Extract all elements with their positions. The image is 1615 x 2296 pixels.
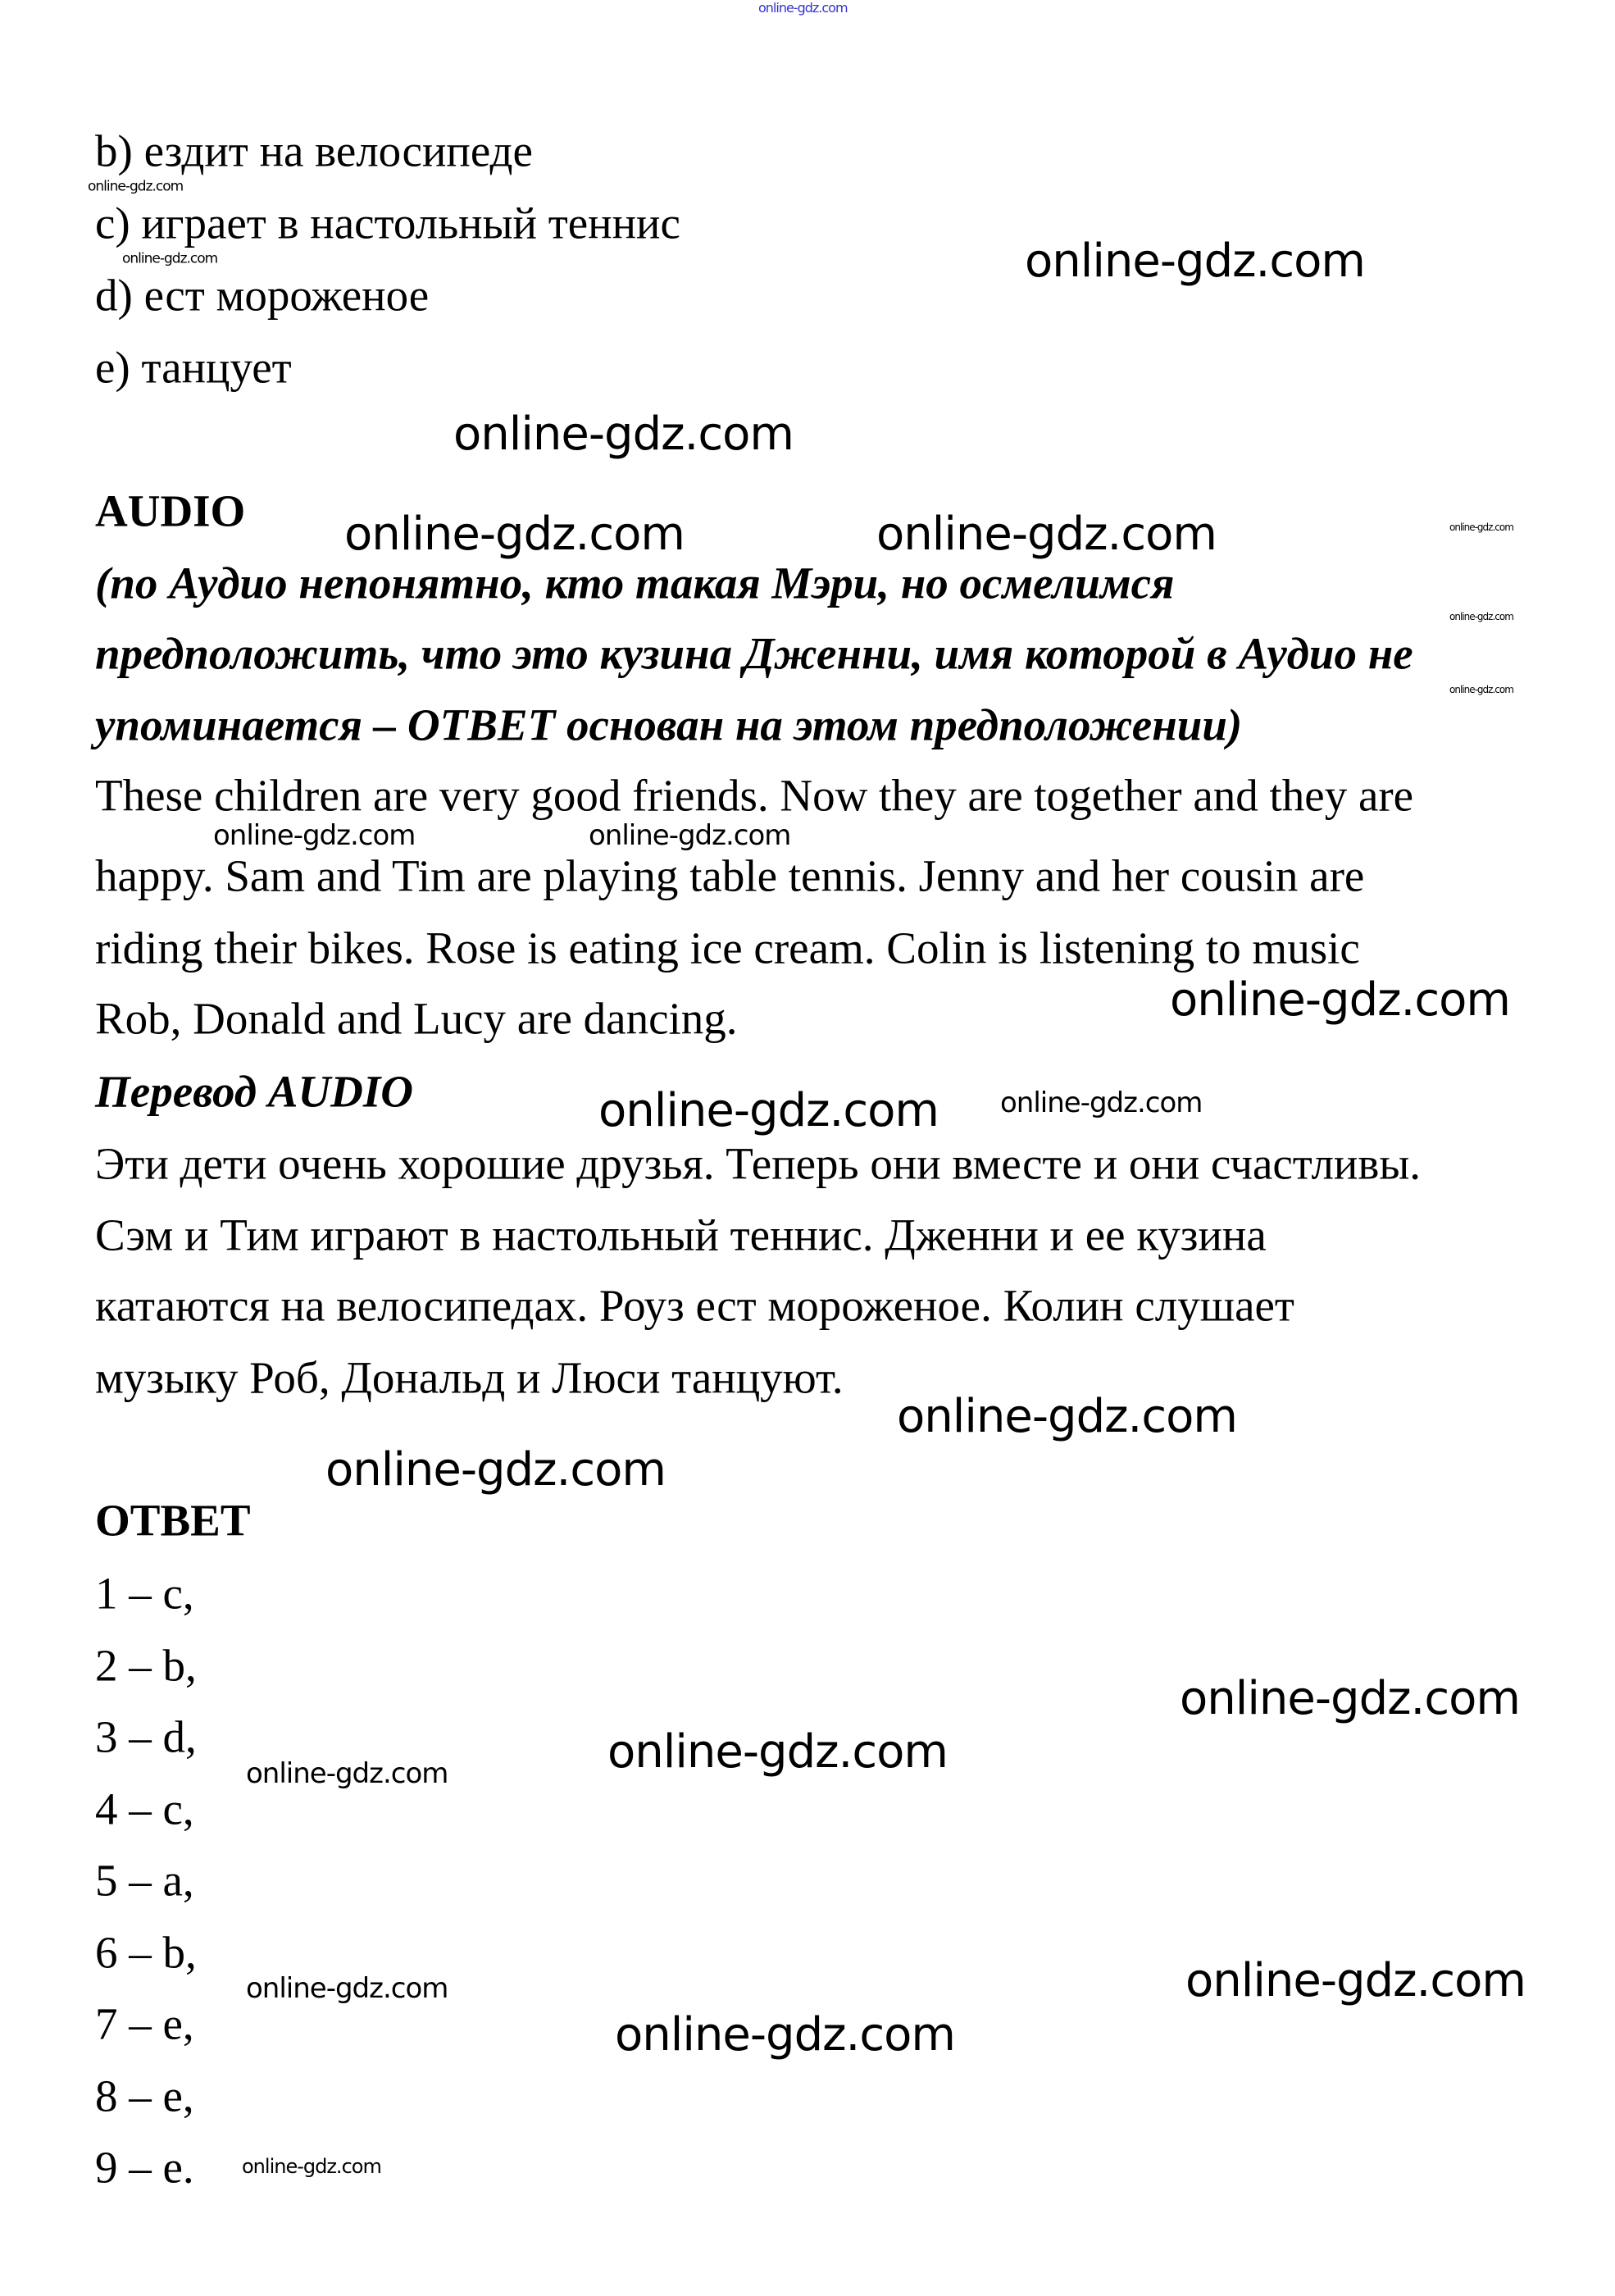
- option-b: b) ездит на велосипеде: [95, 125, 533, 176]
- watermark: online-gdz.com: [1449, 611, 1513, 622]
- translation-line: Сэм и Тим играют в настольный теннис. Дженни и ее кузина: [95, 1210, 1267, 1260]
- watermark: online-gdz.com: [325, 1443, 666, 1496]
- answer-item: 4 – c,: [95, 1784, 194, 1834]
- watermark: online-gdz.com: [246, 1972, 448, 2005]
- audio-heading: AUDIO: [95, 485, 246, 536]
- watermark: online-gdz.com: [246, 1757, 448, 1790]
- watermark: online-gdz.com: [758, 0, 848, 16]
- option-e: e) танцует: [95, 342, 292, 393]
- answer-item: 3 – d,: [95, 1711, 197, 1762]
- answer-item: 7 – e,: [95, 1998, 194, 2049]
- answer-item: 2 – b,: [95, 1640, 197, 1691]
- watermark: online-gdz.com: [1449, 522, 1513, 533]
- watermark: online-gdz.com: [1170, 973, 1510, 1027]
- watermark: online-gdz.com: [453, 408, 794, 461]
- watermark: online-gdz.com: [607, 1725, 948, 1779]
- audio-text-line: Rob, Donald and Lucy are dancing.: [95, 993, 738, 1044]
- answer-item: 9 – e.: [95, 2142, 194, 2193]
- answer-item: 5 – a,: [95, 1855, 194, 1906]
- answer-item: 8 – e,: [95, 2070, 194, 2121]
- watermark: online-gdz.com: [876, 508, 1217, 561]
- watermark: online-gdz.com: [344, 508, 685, 561]
- watermark: online-gdz.com: [1449, 684, 1513, 695]
- audio-text-line: happy. Sam and Tim are playing table tennis. Jenny and her cousin are: [95, 850, 1365, 901]
- answer-item: 1 – c,: [95, 1568, 194, 1619]
- watermark: online-gdz.com: [1185, 1954, 1526, 2007]
- translation-line: катаются на велосипедах. Роуз ест мороженое. Колин слушает: [95, 1280, 1294, 1331]
- watermark: online-gdz.com: [88, 178, 184, 195]
- note-text: упоминается –: [95, 699, 407, 750]
- translation-line: музыку Роб, Дональд и Люси танцуют.: [95, 1352, 844, 1403]
- watermark: online-gdz.com: [122, 250, 218, 267]
- audio-note-line: предположить, что это кузина Дженни, имя которой в Аудио не: [95, 628, 1413, 679]
- translation-heading: Перевод AUDIO: [95, 1066, 414, 1117]
- note-answer-word: ОТВЕТ: [407, 699, 556, 750]
- translation-line: Эти дети очень хорошие друзья. Теперь они вместе и они счастливы.: [95, 1138, 1422, 1189]
- note-text: основан на этом предположении): [555, 699, 1243, 750]
- watermark: online-gdz.com: [242, 2155, 381, 2178]
- watermark: online-gdz.com: [897, 1390, 1237, 1443]
- watermark: online-gdz.com: [1000, 1086, 1203, 1119]
- audio-text-line: riding their bikes. Rose is eating ice cream. Colin is listening to music: [95, 922, 1360, 973]
- watermark: online-gdz.com: [589, 819, 791, 852]
- watermark: online-gdz.com: [615, 2008, 955, 2061]
- option-c: c) играет в настольный теннис: [95, 198, 680, 248]
- watermark: online-gdz.com: [1180, 1672, 1520, 1725]
- watermark: online-gdz.com: [213, 819, 416, 852]
- audio-text-line: These children are very good friends. Now they are together and they are: [95, 770, 1414, 821]
- watermark: online-gdz.com: [1025, 235, 1365, 288]
- answer-item: 6 – b,: [95, 1927, 197, 1978]
- audio-note-line: [95, 699, 1243, 750]
- option-d: d) ест мороженое: [95, 270, 430, 321]
- watermark: online-gdz.com: [598, 1084, 939, 1137]
- audio-note-line: (по Аудио непонятно, кто такая Мэри, но осмелимся: [95, 558, 1175, 608]
- answer-heading: ОТВЕТ: [95, 1495, 251, 1546]
